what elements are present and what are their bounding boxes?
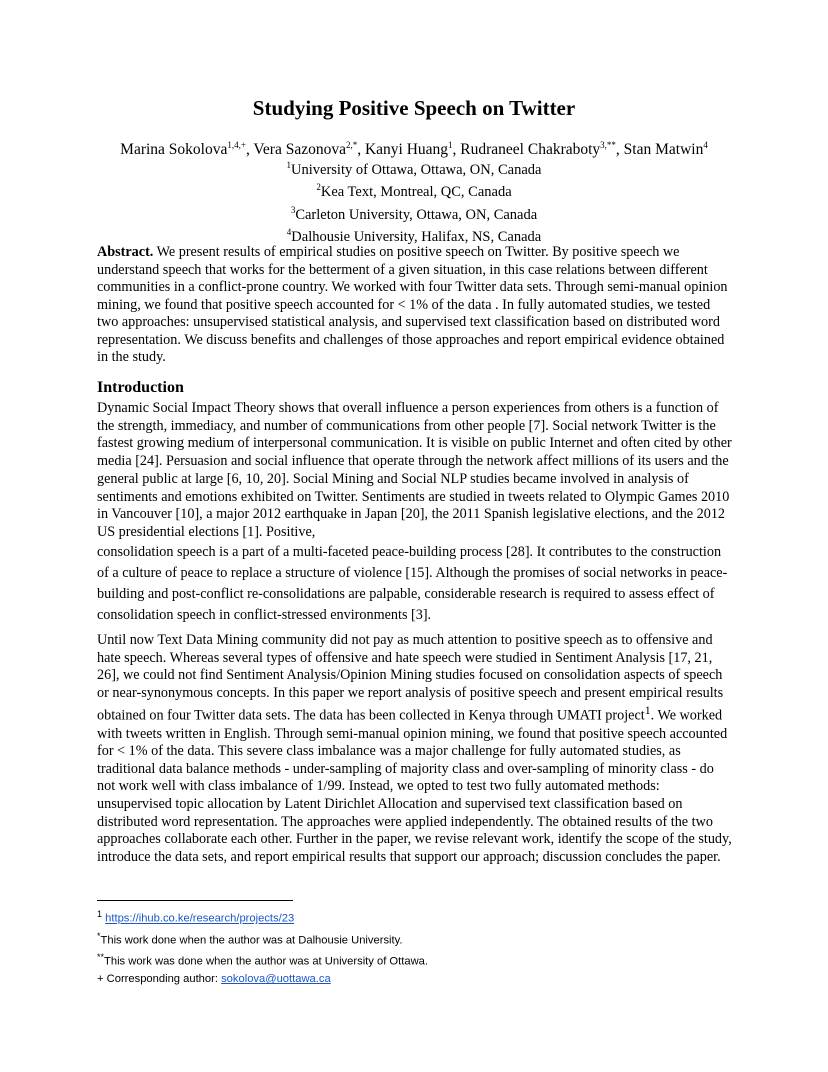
affiliation-marker: 1 [286,160,292,170]
author-affiliation-marker: 1 [448,140,453,150]
affiliation-line [0,157,828,179]
abstract-label: Abstract. [97,244,154,260]
email-link[interactable]: sokolova@uottawa.ca [221,973,331,986]
affiliation-marker: 2 [316,182,321,193]
paragraph-text: Until now Text Data Mining community did not pay as much attention to positive speech as to offensive and hate speech. Whereas several types of offensive and hate speech were studied in Sentiment Analysis [17, 21, 26], we could not find Sentiment Analysis/Opinion Mining studies focused on consolidation aspects of speech or near-synonymous concepts. In this paper we report analysis of positive speech and present empirical results obtained on four Twitter data sets. The data has been collected in Kenya through UMATI project [97,632,724,725]
affiliation-line [0,224,828,246]
affiliation-text: Carleton University, Ottawa, ON, Canada [295,206,538,223]
abstract-text: We present results of empirical studies on positive speech on Twitter. By positive speech we understand speech that works for the betterment of a given situation, in this case relations between different communities in a conflict-prone country. We worked with four Twitter data sets. Through semi-manual opinion mining, we found that positive speech accounted for < 1% of the data . In fully automated studies, we tested two approaches: unsupervised statistical analysis, and supervised text classification based on distributed word representation. We discuss benefits and challenges of those approaches and report empirical evidence obtained in the study. [97,244,728,365]
affiliation-text: University of Ottawa, Ottawa, ON, Canada [291,161,542,178]
paragraph-text: consolidation speech is a part of a multi-faceted peace-building process [28]. It contributes to the construction of a culture of peace to replace a structure of violence [15]. Although the promises of social networks in peace-building and post-conflict re-consolidations are palpable, considerable research is required to assess effect of consolidation speech in conflict-stressed environments [3]. [97,543,728,623]
footnote-marker: ** [97,952,105,963]
affiliation-text: Dalhousie University, Halifax, NS, Canada [291,228,542,245]
author-name: Kanyi Huang [364,141,449,159]
author-affiliation-marker: 2,* [345,140,358,150]
footnote-3 [97,949,733,971]
author-separator: , [357,141,365,159]
footnote-text: + Corresponding author: [97,973,222,986]
author-separator: , [615,141,624,159]
author-affiliation-marker: 3,** [600,140,616,150]
footnote-marker: * [97,930,101,941]
paragraph-text: . We worked with tweets written in English. Through semi-manual opinion mining, we found that positive speech accounted for < 1% of the data. This severe class imbalance was a major challenge for fully automated studies, as traditional data balance methods - under-sampling of majority class and over-sampling of minority class - do not work well with class imbalance of 1/99. Instead, we opted to test two fully automated methods: unsupervised topic allocation by Latent Dirichlet Allocation and supervised text classification based on distributed word representation. The approaches were applied independently. The obtained results of the two approaches collaborate each other. Further in the paper, we revise relevant work, identify the scope of the study, introduce the data sets, and report empirical results that support our approach; discussion concludes the paper. [97,708,732,865]
footnote-divider [97,900,293,901]
footnote-1 [97,906,733,928]
author-affiliation-marker: 4 [703,140,708,150]
affiliation-text: Kea Text, Montreal, QC, Canada [320,184,512,201]
author-separator: , [245,141,254,159]
footnote-text: This work was done when the author was at University of Ottawa. [104,956,428,969]
introduction-paragraph-1 [97,400,733,626]
footnote-2 [97,928,733,950]
footnote-4 [97,971,733,988]
abstract [97,244,733,367]
author-name: Stan Matwin [623,141,704,159]
affiliation-line [0,202,828,224]
footnote-text: This work done when the author was at Dalhousie University. [100,934,403,947]
author-name: Vera Sazonova [253,141,346,159]
author-name: Marina Sokolova [120,141,228,159]
affiliation-marker: 3 [290,204,296,215]
affiliation-list [0,157,828,246]
affiliation-line [0,179,828,201]
footnote-marker[interactable]: 1 [644,703,651,718]
introduction-paragraph-2 [97,632,733,866]
author-separator: , [452,141,461,159]
footnote-link[interactable]: https://ihub.co.ke/research/projects/23 [105,912,295,925]
section-heading-introduction: Introduction [97,379,184,396]
footnote-marker: 1 [97,909,103,919]
paragraph-text: Dynamic Social Impact Theory shows that overall influence a person experiences from others is a function of the strength, immediacy, and number of communications from other people [7]. Social network Twitter is the fastest growing medium of interpersonal communication. It is visible on public Internet and often cited by other media [24]. Persuasion and social influence that operate through the network affect millions of its users and the general public at large [6, 10, 20]. Social Mining and Social NLP studies became involved in analysis of sentiments and emotions exhibited on Twitter. Sentiments are studied in tweets related to Olympic Games 2010 in Vancouver [10], a major 2012 earthquake in Japan [20], the 2011 Spanish legislative elections, and the 2012 US presidential elections [1]. Positive, [97,400,732,540]
paper-title: Studying Positive Speech on Twitter [252,96,576,120]
footnotes [97,906,733,988]
author-affiliation-marker: 1,4,+ [227,140,246,150]
author-name: Rudraneel Chakraboty [460,141,601,159]
affiliation-marker: 4 [286,226,292,237]
